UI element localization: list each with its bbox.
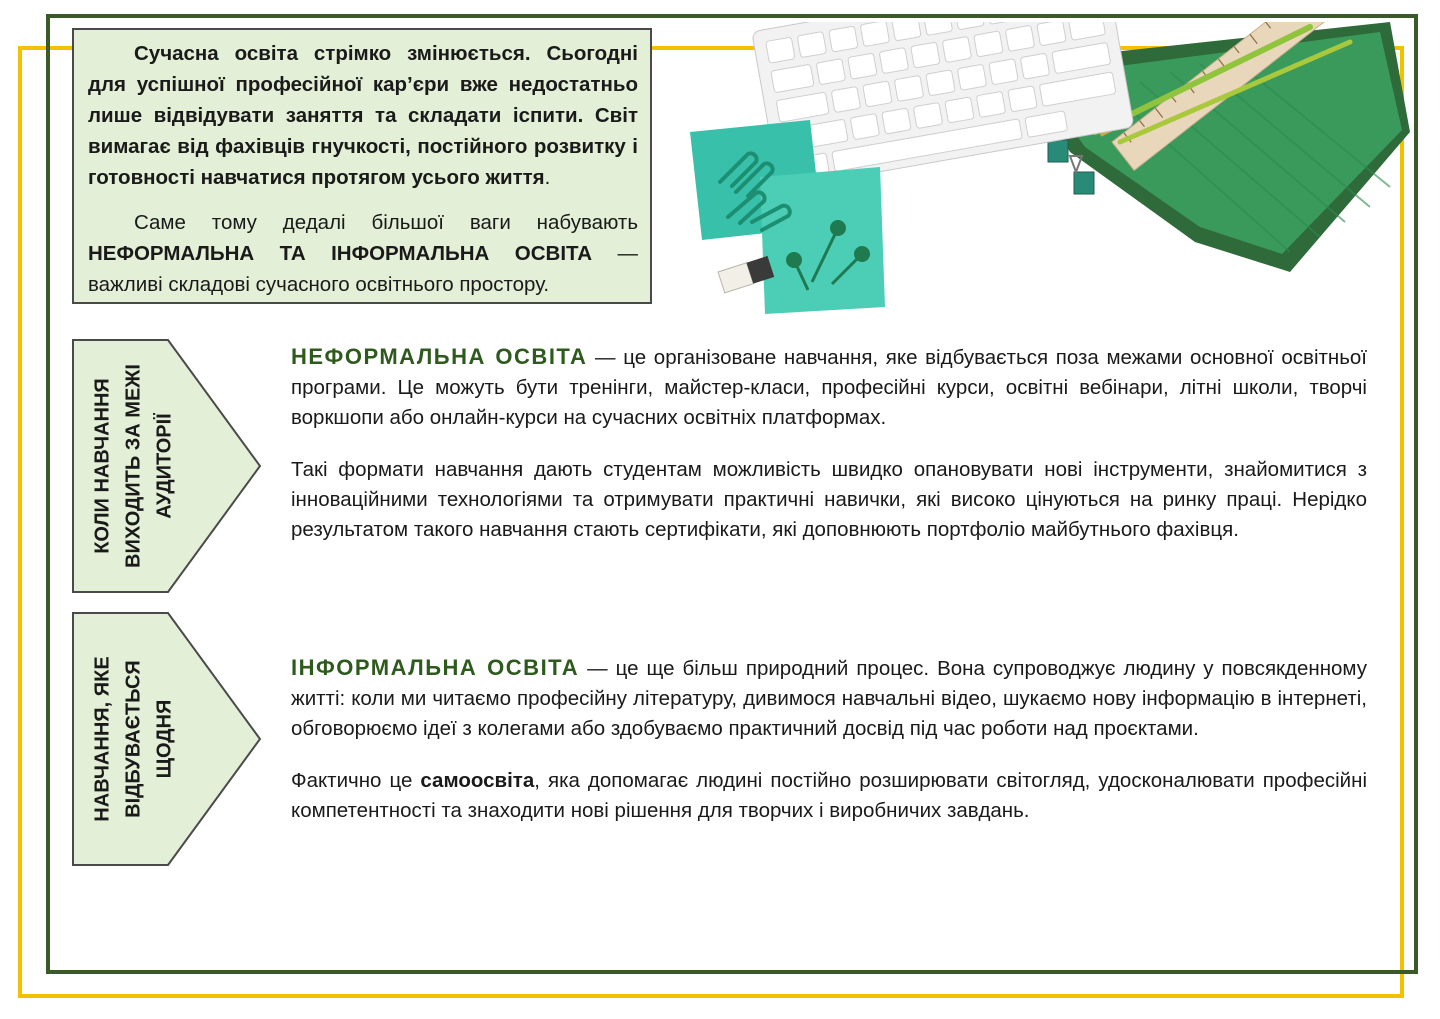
intro-paragraph-1 (88, 38, 638, 193)
intro-paragraph-2 (88, 207, 638, 300)
informal-definition-text: — це ще більш природний процес. Вона супроводжує людину у повсякденному житті: коли ми читаємо професійну літературу, дивимося навчальні відео, шукаємо нову інформацію в інтернеті, обговорюємо ідеї з колегами або здобуваємо практичний досвід під час роботи над проєктами. (291, 657, 1367, 740)
nonformal-term: НЕФОРМАЛЬНА ОСВІТА (291, 344, 588, 369)
section-nonformal (291, 342, 1367, 567)
nonformal-definition (291, 342, 1367, 433)
arrow-label-nonformal-text: КОЛИ НАВЧАННЯ ВИХОДИТЬ ЗА МЕЖІ АУДИТОРІЇ (91, 364, 176, 568)
intro-paragraph-2-end: — важливі складові сучасного освітнього простору. (88, 242, 638, 296)
intro-paragraph-2-highlight: НЕФОРМАЛЬНА ТА ІНФОРМАЛЬНА ОСВІТА (88, 242, 593, 265)
intro-paragraph-2-start: Саме тому дедалі більшої ваги набувають (134, 211, 638, 234)
section-informal (291, 653, 1367, 848)
informal-paragraph-2 (291, 766, 1367, 826)
intro-box (72, 28, 652, 304)
nonformal-definition-text: — це організоване навчання, яке відбувається поза межами основної освітньої програми. Це можуть бути тренінги, майстер-класи, професійні курси, освітні вебінари, літні школи, творчі воркшопи або онлайн-курси на сучасних освітніх платформах. (291, 346, 1367, 429)
arrow-label-nonformal (72, 339, 262, 593)
nonformal-paragraph-2: Такі формати навчання дають студентам можливість швидко опановувати нові інструменти, знайомитися з інноваційними технологіями та отримувати практичні навички, які високо цінуються на ринку праці. Нерідко результатом такого навчання стають сертифікати, які доповнюють портфоліо майбутнього фахівця. (291, 458, 1367, 541)
intro-paragraph-1-text: Сучасна освіта стрімко змінюється. Сьогодні для успішної професійної кар’єри вже недостатньо лише відвідувати заняття та складати іспити. Світ вимагає від фахівців гнучкості, постійного розвитку і готовності навчатися протягом усього життя (88, 42, 638, 189)
arrow-label-informal (72, 612, 262, 866)
arrow-label-informal-text: НАВЧАННЯ, ЯКЕ ВІДБУВАЄТЬСЯ ЩОДНЯ (91, 656, 176, 822)
informal-paragraph-2-highlight: самоосвіта (420, 769, 535, 792)
informal-definition (291, 653, 1367, 744)
informal-paragraph-2-end: , яка допомагає людині постійно розширювати світогляд, удосконалювати професійні компетентності та знаходити нові рішення для творчих і виробничих завдань. (291, 769, 1368, 822)
office-supplies-illustration (690, 22, 1410, 318)
informal-paragraph-2-start: Фактично це (291, 769, 421, 792)
intro-paragraph-1-end: . (544, 166, 551, 189)
informal-term: ІНФОРМАЛЬНА ОСВІТА (291, 655, 580, 680)
